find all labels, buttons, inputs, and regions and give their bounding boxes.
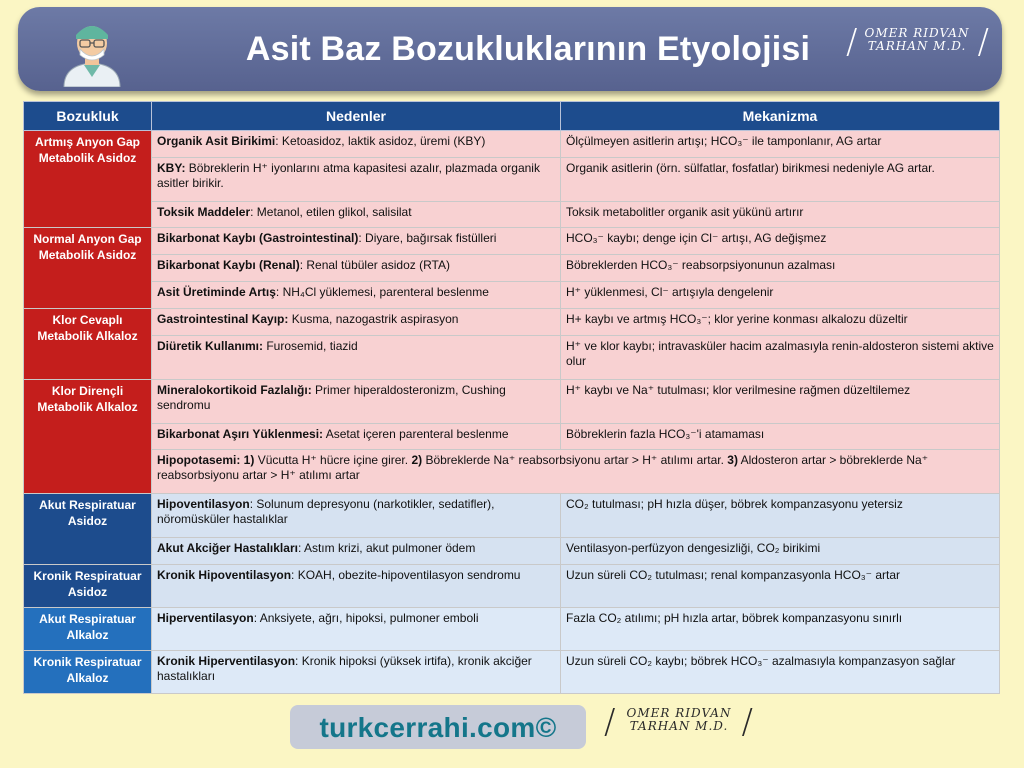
table-row	[24, 158, 1000, 202]
cause-title: KBY:	[157, 161, 186, 175]
cause-cell	[152, 336, 561, 380]
cause-text: : NH₄Cl yüklemesi, parenteral beslenme	[275, 285, 489, 299]
table-row	[24, 450, 1000, 494]
page-title: Asit Baz Bozukluklarının Etyolojisi	[245, 30, 811, 68]
cause-text: : KOAH, obezite-hipoventilasyon sendromu	[291, 568, 521, 582]
table-row	[24, 282, 1000, 309]
mechanism-cell: Böbreklerden HCO₃⁻ reabsorpsiyonunun azalması	[561, 255, 1000, 282]
hypokalemia-cell	[152, 450, 1000, 494]
cause-title: Organik Asit Birikimi	[157, 134, 276, 148]
mechanism-cell: Fazla CO₂ atılımı; pH hızla artar, böbrek kompanzasyonu sınırlı	[561, 608, 1000, 651]
cause-title: Hipoventilasyon	[157, 497, 250, 511]
cause-title: Diüretik Kullanımı:	[157, 339, 264, 353]
cause-title: Akut Akciğer Hastalıkları	[157, 541, 298, 555]
mechanism-cell: HCO₃⁻ kaybı; denge için Cl⁻ artışı, AG değişmez	[561, 228, 1000, 255]
cause-title: Gastrointestinal Kayıp:	[157, 312, 289, 326]
mechanism-cell: H⁺ ve klor kaybı; intravasküler hacim azalmasıyla renin-aldosteron sistemi aktive olur	[561, 336, 1000, 380]
cause-title: Toksik Maddeler	[157, 205, 251, 219]
step-2-marker: 2)	[408, 453, 423, 467]
cause-title: Hiperventilasyon	[157, 611, 254, 625]
signature-line-2: TARHAN M.D.	[867, 39, 967, 53]
mechanism-cell: H⁺ kaybı ve Na⁺ tutulması; klor verilmesine rağmen düzeltilemez	[561, 380, 1000, 424]
table-row	[24, 336, 1000, 380]
step-1-text: Vücutta H⁺ hücre içine girer.	[254, 453, 409, 467]
cause-text: : Metanol, etilen glikol, salisilat	[250, 205, 412, 219]
cause-text: Asetat içeren parenteral beslenme	[323, 427, 509, 441]
category-cell: Kronik Respiratuar Asidoz	[24, 565, 152, 608]
table-header-row	[24, 102, 1000, 131]
cause-text: : Astım krizi, akut pulmoner ödem	[297, 541, 476, 555]
step-3-marker: 3)	[723, 453, 738, 467]
mechanism-cell: H+ kaybı ve artmış HCO₃⁻; klor yerine konması alkalozu düzeltir	[561, 309, 1000, 336]
cause-text: : Solunum depresyonu (narkotikler, sedatifler), nöromüsküler hastalıklar	[157, 497, 495, 526]
cause-cell	[152, 309, 561, 336]
mechanism-cell: CO₂ tutulması; pH hızla düşer, böbrek kompanzasyonu yetersiz	[561, 494, 1000, 538]
cause-cell	[152, 651, 561, 694]
cause-title: Kronik Hipoventilasyon	[157, 568, 292, 582]
table-row	[24, 651, 1000, 694]
cause-cell	[152, 158, 561, 202]
mechanism-cell: Uzun süreli CO₂ tutulması; renal kompanzasyonla HCO₃⁻ artar	[561, 565, 1000, 608]
cause-text: Kusma, nazogastrik aspirasyon	[288, 312, 459, 326]
table-row	[24, 131, 1000, 158]
mechanism-cell: Böbreklerin fazla HCO₃⁻'i atamaması	[561, 424, 1000, 450]
category-cell: Artmış Anyon Gap Metabolik Asidoz	[24, 131, 152, 228]
mechanism-cell: Organik asitlerin (örn. sülfatlar, fosfatlar) birikmesi nedeniyle AG artar.	[561, 158, 1000, 202]
cause-cell	[152, 380, 561, 424]
cause-cell	[152, 228, 561, 255]
category-cell: Normal Anyon Gap Metabolik Asidoz	[24, 228, 152, 309]
cause-title: Bikarbonat Kaybı (Renal)	[157, 258, 300, 272]
table-row	[24, 608, 1000, 651]
cause-title: Bikarbonat Kaybı (Gastrointestinal)	[157, 231, 359, 245]
category-cell: Akut Respiratuar Asidoz	[24, 494, 152, 565]
mechanism-cell: Ölçülmeyen asitlerin artışı; HCO₃⁻ ile tamponlanır, AG artar	[561, 131, 1000, 158]
cause-cell	[152, 131, 561, 158]
cause-text: Furosemid, tiazid	[263, 339, 358, 353]
category-cell: Klor Cevaplı Metabolik Alkaloz	[24, 309, 152, 380]
cause-text: : Ketoasidoz, laktik asidoz, üremi (KBY)	[275, 134, 486, 148]
mechanism-cell: H⁺ yüklenmesi, Cl⁻ artışıyla dengelenir	[561, 282, 1000, 309]
cause-text: : Renal tübüler asidoz (RTA)	[299, 258, 450, 272]
signature-line-1: OMER RIDVAN	[626, 706, 732, 720]
cause-title: Bikarbonat Aşırı Yüklenmesi:	[157, 427, 324, 441]
step-2-text: Böbreklerde Na⁺ reabsorbsiyonu artar > H⁺ atılımı artar.	[422, 453, 724, 467]
table-row	[24, 538, 1000, 565]
cause-cell	[152, 494, 561, 538]
table-row	[24, 255, 1000, 282]
column-header-mechanism: Mekanizma	[561, 102, 1000, 131]
cause-text: : Anksiyete, ağrı, hipoksi, pulmoner emboli	[253, 611, 479, 625]
table-row	[24, 202, 1000, 228]
mechanism-cell: Ventilasyon-perfüzyon dengesizliği, CO₂ birikimi	[561, 538, 1000, 565]
mechanism-cell: Uzun süreli CO₂ kaybı; böbrek HCO₃⁻ azalmasıyla kompanzasyon sağlar	[561, 651, 1000, 694]
cause-text: : Diyare, bağırsak fistülleri	[358, 231, 497, 245]
table-row	[24, 309, 1000, 336]
table-row	[24, 565, 1000, 608]
cause-cell	[152, 565, 561, 608]
cause-cell	[152, 538, 561, 565]
cause-cell	[152, 424, 561, 450]
cause-text: : Kronik hipoksi (yüksek irtifa), kronik akciğer hastalıkları	[157, 654, 532, 683]
cause-title: Hipopotasemi:	[157, 453, 241, 467]
cause-cell	[152, 255, 561, 282]
author-signature: / OMER RIDVAN TARHAN M.D. /	[846, 22, 990, 62]
signature-line-1: OMER RIDVAN	[864, 26, 970, 40]
table-row	[24, 228, 1000, 255]
category-cell: Klor Dirençli Metabolik Alkaloz	[24, 380, 152, 494]
brand-link[interactable]: turkcerrahi.com©	[290, 705, 586, 749]
table-row	[24, 424, 1000, 450]
cause-text: Primer hiperaldosteronizm, Cushing sendromu	[157, 383, 506, 412]
mechanism-cell: Toksik metabolitler organik asit yükünü artırır	[561, 202, 1000, 228]
column-header-causes: Nedenler	[152, 102, 561, 131]
etiology-table	[23, 101, 1000, 694]
step-1-marker: 1)	[240, 453, 255, 467]
doctor-avatar-icon	[58, 15, 126, 87]
table-row	[24, 380, 1000, 424]
cause-title: Kronik Hiperventilasyon	[157, 654, 296, 668]
table-row	[24, 494, 1000, 538]
signature-line-2: TARHAN M.D.	[629, 719, 729, 733]
cause-cell	[152, 608, 561, 651]
cause-title: Asit Üretiminde Artış	[157, 285, 276, 299]
cause-text: Böbreklerin H⁺ iyonlarını atma kapasitesi azalır, plazmada organik asitler birikir.	[157, 161, 540, 190]
category-cell: Kronik Respiratuar Alkaloz	[24, 651, 152, 694]
step-3-text: Aldosteron artar > böbreklerde Na⁺ reabsorbsiyonu artar > H⁺ atılımı artar	[157, 453, 929, 482]
category-cell: Akut Respiratuar Alkaloz	[24, 608, 152, 651]
cause-cell	[152, 202, 561, 228]
cause-cell	[152, 282, 561, 309]
author-signature-footer: / OMER RIDVAN TARHAN M.D. /	[604, 702, 754, 742]
column-header-disorder: Bozukluk	[24, 102, 152, 131]
cause-title: Mineralokortikoid Fazlalığı:	[157, 383, 312, 397]
